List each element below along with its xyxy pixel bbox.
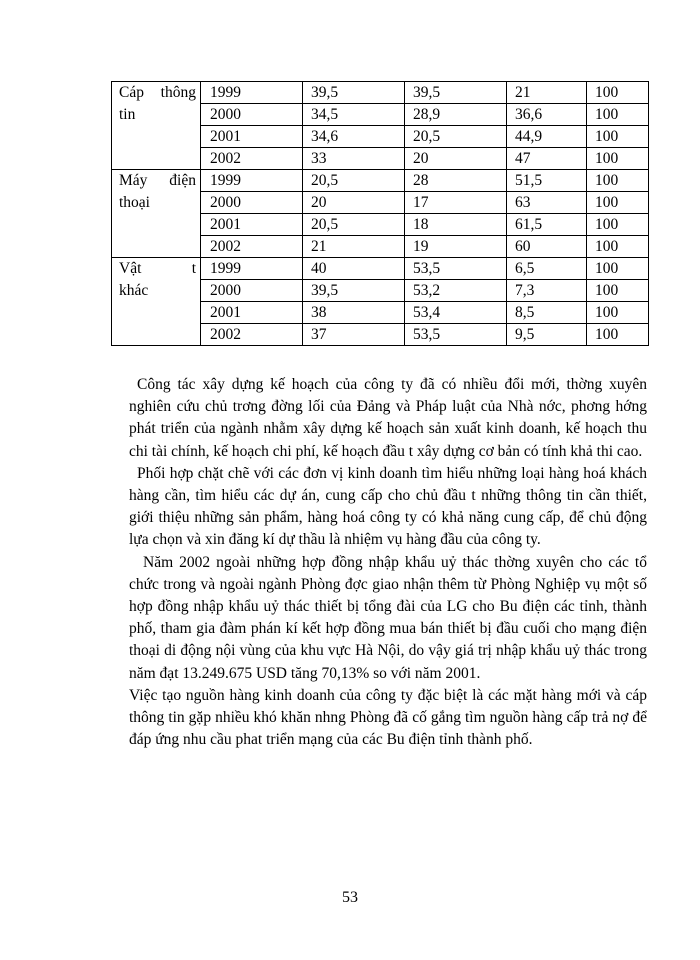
value-cell: 21 (303, 236, 405, 258)
paragraph: Phối hợp chặt chẽ với các đơn vị kinh doanh tìm hiểu những loại hàng hoá khách hàng cần, tìm hiểu các dự án, cung cấp cho chủ đầu t những thông tin cần thiết, giới thiệu những sản phẩm, hàng hoá công ty có khả năng cung cấp, để chủ động lựa chọn và xin đăng kí dự thầu là nhiệm vụ hàng đầu của công ty. (129, 464, 647, 549)
value-cell: 19 (405, 236, 507, 258)
value-cell: 40 (303, 258, 405, 280)
value-cell: 38 (303, 302, 405, 324)
value-cell: 28 (405, 170, 507, 192)
year-cell: 2000 (201, 104, 303, 126)
value-cell: 53,5 (405, 258, 507, 280)
total-cell: 100 (587, 302, 649, 324)
value-cell: 51,5 (507, 170, 587, 192)
value-cell: 60 (507, 236, 587, 258)
value-cell: 37 (303, 324, 405, 346)
group-label: Vật t (119, 260, 196, 277)
value-cell: 21 (507, 82, 587, 104)
value-cell: 7,3 (507, 280, 587, 302)
group-label: thoại (119, 194, 150, 211)
total-cell: 100 (587, 82, 649, 104)
value-cell: 36,6 (507, 104, 587, 126)
value-cell: 47 (507, 148, 587, 170)
value-cell: 18 (405, 214, 507, 236)
value-cell: 33 (303, 148, 405, 170)
value-cell: 8,5 (507, 302, 587, 324)
value-cell: 53,2 (405, 280, 507, 302)
table-row (112, 170, 649, 192)
paragraph: Việc tạo nguồn hàng kinh doanh của công ty đặc biệt là các mặt hàng mới và cáp thông tin gặp nhiều khó khăn nhng Phòng đã cố gắng tìm nguồn hàng cấp trả nợ để đáp ứng nhu cầu phat triển mạng của các Bu điện tỉnh thành phố. (129, 686, 647, 749)
table-row (112, 258, 649, 280)
value-cell: 39,5 (303, 82, 405, 104)
total-cell: 100 (587, 170, 649, 192)
value-cell: 20,5 (405, 126, 507, 148)
value-cell: 53,5 (405, 324, 507, 346)
total-cell: 100 (587, 192, 649, 214)
year-cell: 2002 (201, 236, 303, 258)
total-cell: 100 (587, 148, 649, 170)
year-cell: 2002 (201, 324, 303, 346)
statistics-table (111, 81, 649, 346)
year-cell: 1999 (201, 258, 303, 280)
group-label-cell (112, 258, 201, 346)
value-cell: 20 (405, 148, 507, 170)
value-cell: 61,5 (507, 214, 587, 236)
value-cell: 28,9 (405, 104, 507, 126)
year-cell: 2000 (201, 192, 303, 214)
year-cell: 2001 (201, 214, 303, 236)
total-cell: 100 (587, 214, 649, 236)
value-cell: 34,5 (303, 104, 405, 126)
year-cell: 1999 (201, 82, 303, 104)
group-label: khác (119, 282, 149, 299)
group-label: Cáp thông (119, 84, 196, 101)
value-cell: 34,6 (303, 126, 405, 148)
paragraph: Công tác xây dựng kế hoạch của công ty đã có nhiều đổi mới, thờng xuyên nghiên cứu chủ trơng đờng lối của Đảng và Pháp luật của Nhà nớc, phơng hớng phát triển của ngành nhằm xây dựng kế hoạch sản xuất kinh doanh, kế hoạch thu chi tài chính, kế hoạch chi phí, kế hoạch đầu t xây dựng cơ bản có tính khả thi cao. (129, 376, 647, 460)
group-label: Máy điện (119, 172, 196, 189)
value-cell: 20,5 (303, 214, 405, 236)
group-label-cell (112, 82, 201, 170)
value-cell: 20,5 (303, 170, 405, 192)
group-label-cell (112, 170, 201, 258)
year-cell: 2002 (201, 148, 303, 170)
value-cell: 20 (303, 192, 405, 214)
total-cell: 100 (587, 324, 649, 346)
year-cell: 2001 (201, 126, 303, 148)
value-cell: 39,5 (303, 280, 405, 302)
value-cell: 44,9 (507, 126, 587, 148)
value-cell: 63 (507, 192, 587, 214)
year-cell: 1999 (201, 170, 303, 192)
value-cell: 53,4 (405, 302, 507, 324)
year-cell: 2000 (201, 280, 303, 302)
value-cell: 17 (405, 192, 507, 214)
group-label: tin (119, 106, 136, 123)
total-cell: 100 (587, 280, 649, 302)
total-cell: 100 (587, 126, 649, 148)
value-cell: 9,5 (507, 324, 587, 346)
total-cell: 100 (587, 104, 649, 126)
table-row (112, 82, 649, 104)
year-cell: 2001 (201, 302, 303, 324)
value-cell: 39,5 (405, 82, 507, 104)
total-cell: 100 (587, 258, 649, 280)
value-cell: 6,5 (507, 258, 587, 280)
total-cell: 100 (587, 236, 649, 258)
page-number: 53 (342, 889, 358, 906)
paragraph: Năm 2002 ngoài những hợp đồng nhập khẩu uỷ thác thờng xuyên cho các tổ chức trong và ngoài ngành Phòng đợc giao nhận thêm từ Phòng Nghiệp vụ một số hợp đồng nhập khẩu uỷ thác thiết bị tổng đài của LG cho Bu điện các tỉnh, thành phố, tham gia đàm phán kí kết hợp đồng mua bán thiết bị đầu cuối cho mạng điện thoại di động nội vùng của khu vực Hà Nội, do vậy giá trị nhập khẩu uỷ thác trong năm đạt 13.249.675 USD tăng 70,13% so với năm 2001. (129, 553, 647, 682)
body-text (129, 374, 647, 751)
